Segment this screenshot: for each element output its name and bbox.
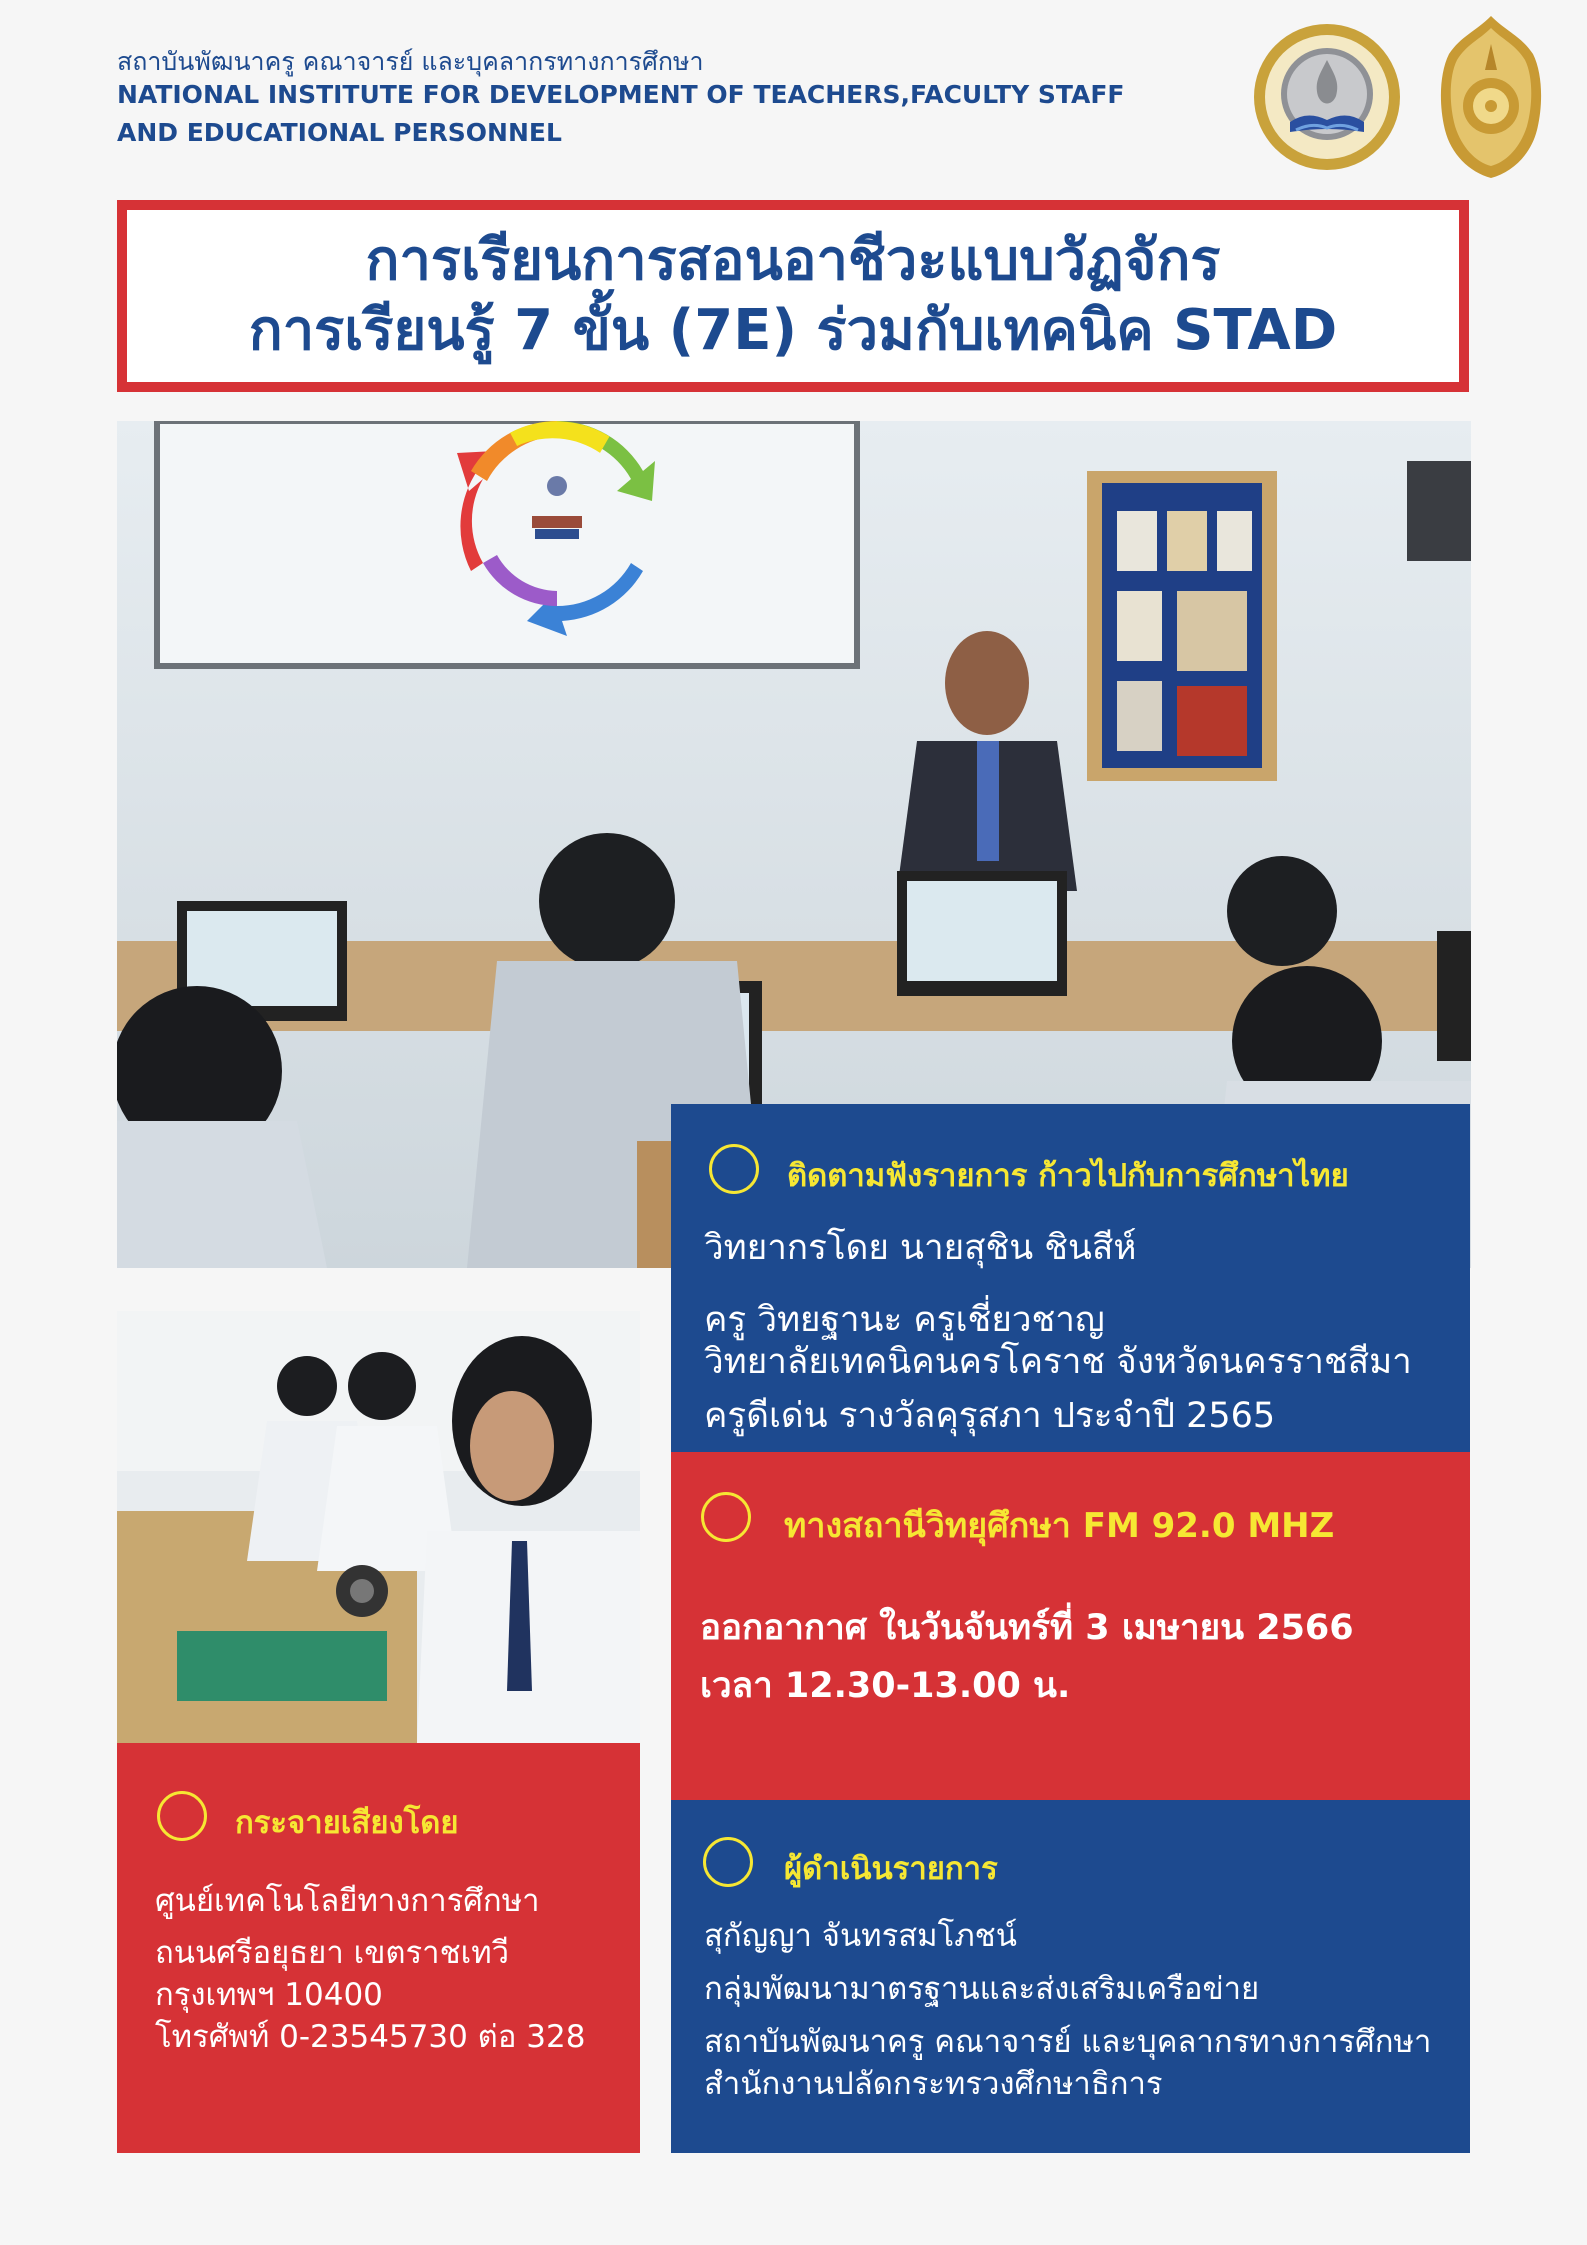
program-line: ครูดีเด่น รางวัลคุรุสภา ประจำปี 2565 <box>704 1396 1276 1436</box>
station-heading: ทางสถานีวิทยุศึกษา FM 92.0 MHZ <box>784 1506 1335 1546</box>
broadcaster-line: กรุงเทพฯ 10400 <box>155 1977 383 2013</box>
host-line: สถาบันพัฒนาครู คณาจารย์ และบุคลากรทางการศึกษา <box>704 2024 1432 2060</box>
broadcaster-panel <box>117 1743 640 2153</box>
station-panel <box>671 1452 1470 1800</box>
program-line: ครู วิทยฐานะ ครูเชี่ยวชาญ <box>704 1300 1105 1340</box>
broadcaster-line: ศูนย์เทคโนโลยีทางการศึกษา <box>155 1883 540 1919</box>
host-line: สุกัญญา จันทรสมโภชน์ <box>704 1918 1017 1954</box>
institute-name-english <box>117 76 1125 152</box>
institute-name-thai: สถาบันพัฒนาครู คณาจารย์ และบุคลากรทางการศึกษา <box>117 47 704 76</box>
broadcaster-heading: กระจายเสียงโดย <box>235 1805 459 1841</box>
institute-seal-logo <box>1252 22 1402 172</box>
program-title-line2: การเรียนรู้ 7 ขั้น (7E) ร่วมกับเทคนิค STAD <box>248 298 1338 363</box>
program-panel <box>671 1104 1470 1452</box>
program-title-box <box>117 200 1469 392</box>
broadcaster-line: ถนนศรีอยุธยา เขตราชเทวี <box>155 1935 510 1971</box>
host-heading: ผู้ดำเนินรายการ <box>784 1851 998 1887</box>
air-time: เวลา 12.30-13.00 น. <box>700 1666 1071 1706</box>
bullet-circle-icon <box>703 1837 753 1887</box>
institute-name-english-line1: NATIONAL INSTITUTE FOR DEVELOPMENT OF TEACHERS,FACULTY STAFF <box>117 80 1125 109</box>
program-line: วิทยาลัยเทคนิคนครโคราช จังหวัดนครราชสีมา <box>704 1342 1412 1382</box>
host-line: สำนักงานปลัดกระทรวงศึกษาธิการ <box>704 2066 1163 2102</box>
bullet-circle-icon <box>701 1492 751 1542</box>
ministry-emblem-logo <box>1435 14 1547 180</box>
bullet-circle-icon <box>157 1791 207 1841</box>
host-line: กลุ่มพัฒนามาตรฐานและส่งเสริมเครือข่าย <box>704 1971 1260 2007</box>
broadcaster-line: โทรศัพท์ 0-23545730 ต่อ 328 <box>155 2019 586 2055</box>
student-electronics-photo <box>117 1311 640 1743</box>
institute-name-english-line2: AND EDUCATIONAL PERSONNEL <box>117 118 562 147</box>
air-date: ออกอากาศ ในวันจันทร์ที่ 3 เมษายน 2566 <box>700 1608 1354 1648</box>
program-heading: ติดตามฟังรายการ ก้าวไปกับการศึกษาไทย <box>787 1158 1349 1194</box>
bullet-circle-icon <box>709 1144 759 1194</box>
program-line: วิทยากรโดย นายสุชิน ชินสีห์ <box>704 1228 1137 1268</box>
host-panel <box>671 1800 1470 2153</box>
program-title-line1: การเรียนการสอนอาชีวะแบบวัฏจักร <box>365 228 1221 293</box>
